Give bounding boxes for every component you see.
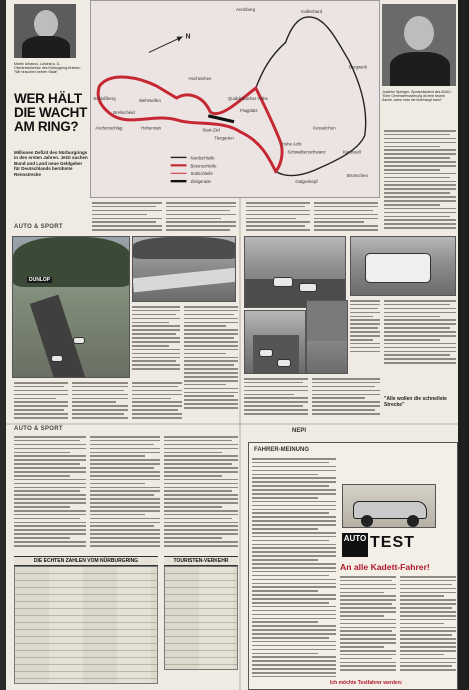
- map-label-schwalbenschwanz: Schwalbenschwanz: [287, 149, 326, 155]
- portrait-urbanus: [14, 4, 76, 58]
- photo-track-straight: [244, 310, 306, 374]
- table-nurburgring: [14, 566, 158, 684]
- start-ziel-marker: [208, 116, 234, 122]
- map-label-hohenrain: Hohenrain: [140, 125, 162, 131]
- photo-grandstand: [306, 300, 348, 374]
- map-label-brunnchen: Brünnchen: [346, 173, 368, 179]
- auto-badge: AUTO: [342, 533, 368, 557]
- legend-zielgerade: Zielgerade: [190, 179, 211, 185]
- page-subheadline: Millionen Defizit des Nürburgrings in den ersten Jahren. Jetzt suchen Bund und Land neue Geldgeber für Deutschlands berühmte Rennstrecke: [14, 150, 88, 177]
- text-column-3: [246, 202, 310, 232]
- legend-sudschleife: Südschleife: [190, 171, 213, 177]
- section-tag-top: AUTO & SPORT: [14, 224, 63, 230]
- newspaper-page: [6, 0, 458, 690]
- text-column-lower-2: [72, 382, 128, 422]
- map-label-quiddelbacher: Quiddelbacher Höhe: [228, 95, 268, 101]
- map-label-galgenkopf: Galgenkopf: [295, 179, 318, 185]
- map-label-hohe-acht: Hohe Acht: [281, 141, 302, 147]
- circuit-map: [90, 0, 380, 198]
- section-tag-lower: AUTO & SPORT: [14, 426, 63, 432]
- legend-betonschleife: Betonschleife: [190, 163, 217, 169]
- testfahrer-cta: Ich möchte Testfahrer werden:: [330, 680, 403, 686]
- map-label-start-ziel: Start-Ziel: [202, 127, 220, 133]
- map-label-schlossberg: Schloßberg: [93, 95, 116, 101]
- text-column-lower-1: [14, 382, 68, 422]
- portrait-caption-left: Martin Urbanus, Landrat a. D., Oberkreisdirektor des Nürburgring-Kreises: "Wir brauchen keinen Staat": [14, 62, 81, 75]
- fahrer-meinung-header: FAHRER-MEINUNG: [254, 447, 309, 453]
- table-title-touristen: TOURISTEN-VERKEHR: [164, 556, 238, 566]
- kadett-column-1: [340, 576, 396, 678]
- svg-text:N: N: [185, 33, 191, 41]
- map-legend: [171, 155, 217, 184]
- map-label-breitscheid: Breitscheid: [113, 109, 135, 115]
- photo-bmw-race-car: [350, 236, 456, 296]
- photo-opel-kadett: [342, 484, 436, 528]
- text-column-right-lower-2: [312, 378, 380, 422]
- test-wordmark: TEST: [370, 534, 415, 551]
- map-label-aremberg: Aremberg: [235, 6, 256, 12]
- text-column-right: [384, 130, 456, 232]
- background-edge: [458, 0, 469, 690]
- portrait-springer: [382, 4, 456, 86]
- map-label-kesselchen: Kesselchen: [313, 125, 336, 131]
- text-column-4: [314, 202, 378, 232]
- nepi-label: NEPI: [292, 428, 307, 434]
- kadett-headline: An alle Kadett-Fahrer!: [340, 562, 430, 572]
- table-title-nurburgring: DIE ECHTEN ZAHLEN VOM NÜRBURGRING: [14, 556, 158, 566]
- photo-racing-curve: [12, 236, 130, 378]
- text-column-lower-3: [132, 382, 182, 422]
- map-label-aschenschlag: Aschenschlag: [95, 125, 123, 131]
- quote-box: "Alle wollen die schnellste Strecke": [384, 396, 447, 408]
- page-headline: WER HÄLT DIE WACHT AM RING?: [14, 91, 88, 134]
- north-arrow-icon: [149, 34, 191, 53]
- text-column-right-lower-1: [244, 378, 308, 422]
- map-label-bergwerk: Bergwerk: [348, 64, 368, 70]
- table-touristen: [164, 566, 238, 670]
- portrait-caption-right: Joachim Springer, Sportpräsident des ADAC: "Eine Generalrenovierung ist eine teuere Sache, wenn man sie überhaupt kann": [382, 90, 452, 103]
- fold-line-horizontal: [6, 423, 458, 425]
- legend-nordschleife: Nordschleife: [190, 155, 215, 161]
- map-label-kallenhard: Kallenhard: [301, 8, 323, 14]
- text-column-right-mid: [384, 300, 456, 370]
- text-column-1: [92, 202, 162, 232]
- kadett-column-2: [400, 576, 456, 678]
- text-column-bottom-2: [90, 436, 160, 552]
- photo-banner: DUNLOP: [29, 277, 51, 283]
- photo-caption-left: [132, 306, 180, 376]
- photo-race-cars-pits: [244, 236, 346, 308]
- text-column-bottom-3: [164, 436, 238, 552]
- text-column-bottom-1: [14, 436, 86, 552]
- fahrer-column-1: [252, 458, 336, 684]
- map-label-tiergarten: Tiergarten: [214, 135, 234, 141]
- text-column-mid-left: [184, 306, 238, 416]
- map-label-wehrseifen: Wehrseifen: [138, 97, 161, 103]
- photo-caption-right: [350, 300, 380, 370]
- text-column-2: [166, 202, 236, 232]
- map-label-flugplatz: Flugplatz: [239, 107, 258, 113]
- map-label-hocheichen: Hocheichen: [188, 76, 212, 82]
- map-label-karussell: Karussell: [342, 149, 361, 155]
- photo-crowd-track: [132, 236, 236, 302]
